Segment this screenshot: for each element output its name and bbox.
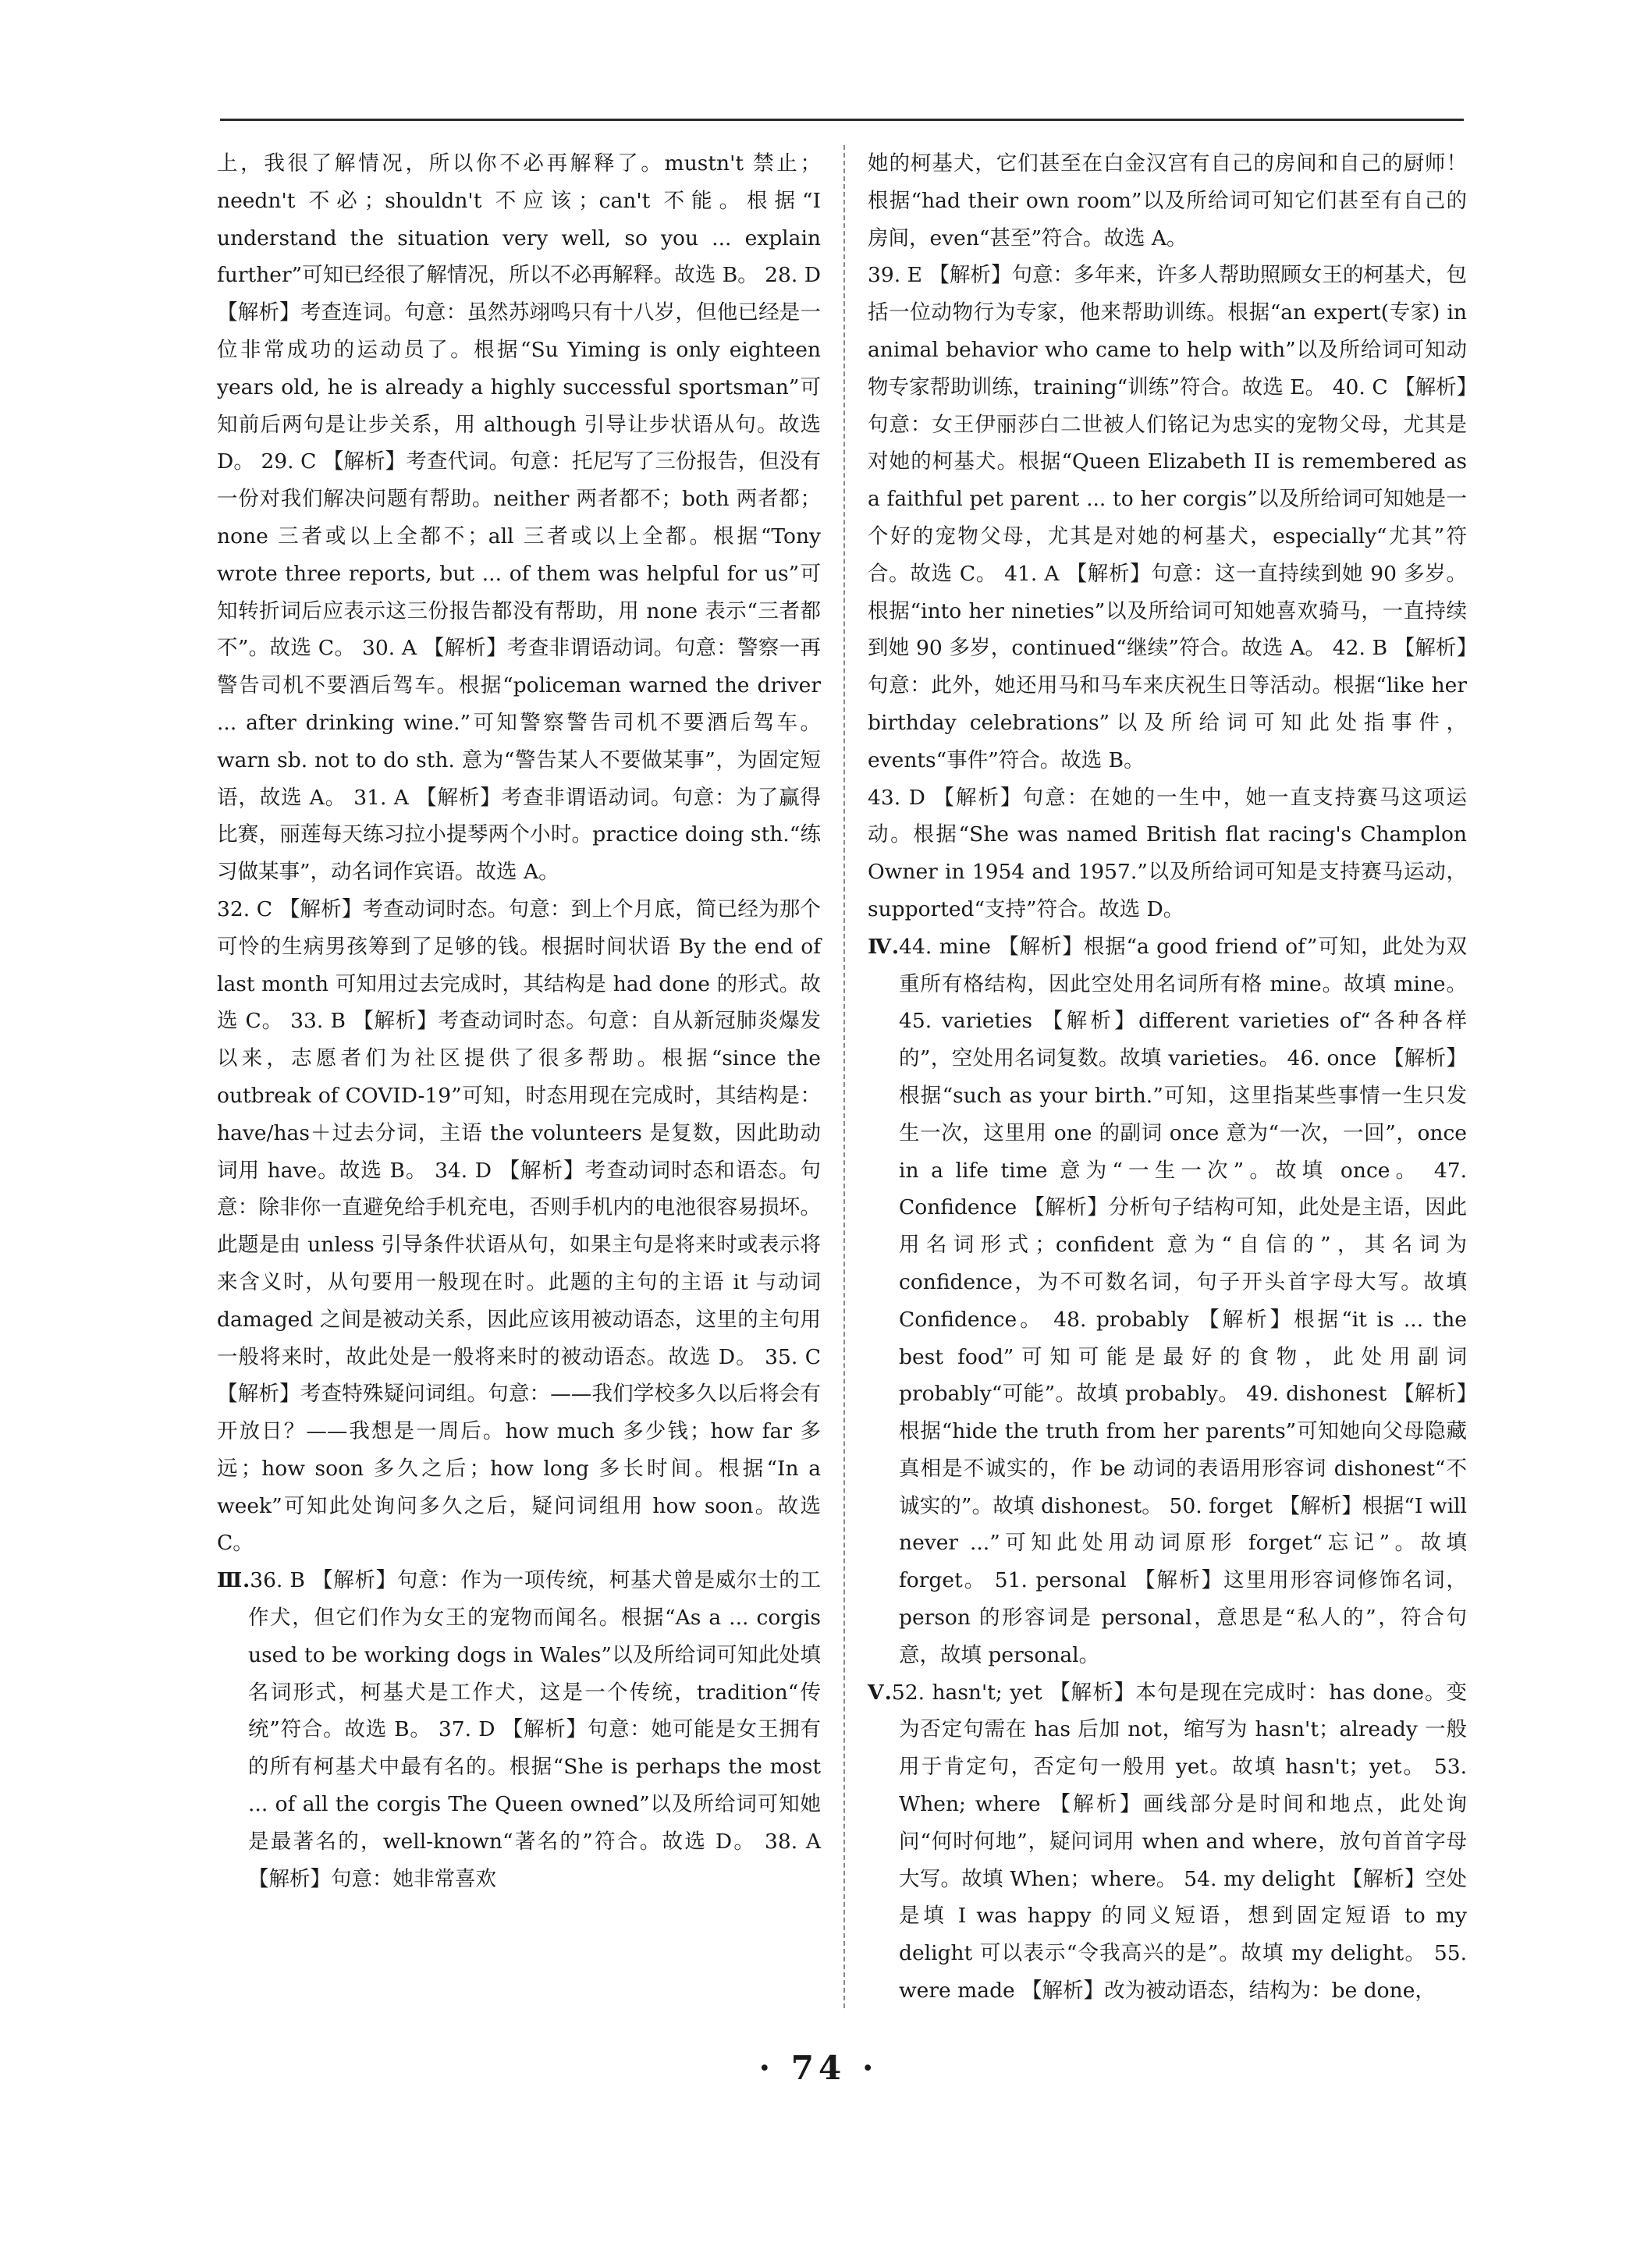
column-divider — [843, 145, 846, 2008]
paragraph: 32. C 【解析】考查动词时态。句意：到上个月底，简已经为那个可怜的生病男孩筹到了足够的钱。根据时间状语 By the end of last month 可知用过去完成时，其结构是 had done 的形式。故选 C。 33. B 【解析】考查动词时态。句意：自从新冠肺炎爆发以来，志愿者们为社区提供了很多帮助。根据“since the outbreak of COVID-19”可知，时态用现在完成时，其结构是：have/has＋过去分词，主语 the volunteers 是复数，因此助动词用 have。故选 B。 34. D 【解析】考查动词时态和语态。句意：除非你一直避免给手机充电，否则手机内的电池很容易损坏。此题是由 unless 引导条件状语从句，如果主句是将来时或表示将来含义时，从句要用一般现在时。此题的主句的主语 it 与动词 damaged 之间是被动关系，因此应该用被动语态，这里的主句用一般将来时，故此处是一般将来时的被动语态。故选 D。 35. C 【解析】考查特殊疑问词组。句意：——我们学校多久以后将会有开放日？——我想是一周后。how much 多少钱；how far 多远；how soon 多久之后；how long 多长时间。根据“In a week”可知此处询问多久之后，疑问词组用 how soon。故选 C。 — [217, 896, 821, 1556]
section-iii — [217, 1562, 821, 1897]
section-label: Ⅳ. — [868, 934, 900, 959]
paragraph: 44. mine 【解析】根据“a good friend of”可知，此处为双重所有格结构，因此空处用名词所有格 mine。故填 mine。 45. varieties 【解析】different varieties of“各种各样的”，空处用名词复数。故填 varieties。 46. once 【解析】根据“such as your birth.”可知，这里指某些事情一生只发生一次，这里用 one 的副词 once 意为“一次，一回”，once in a life time 意为“一生一次”。故填 once。 47. Confidence 【解析】分析句子结构可知，此处是主语，因此用名词形式；confident 意为“自信的”，其名词为 confidence，为不可数名词，句子开头首字母大写。故填 Confidence。 48. probably 【解析】根据“it is ... the best food”可知可能是最好的食物，此处用副词 probably“可能”。故填 probably。 49. dishonest 【解析】根据“hide the truth from her parents”可知她向父母隐藏真相是不诚实的，作 be 动词的表语用形容词 dishonest“不诚实的”。故填 dishonest。 50. forget 【解析】根据“I will never ...”可知此处用动词原形 forget“忘记”。故填 forget。 51. personal 【解析】这里用形容词修饰名词，person 的形容词是 personal，意思是“私人的”，符合句意，故填 personal。 — [899, 934, 1467, 1667]
paragraph: 36. B 【解析】句意：作为一项传统，柯基犬曾是威尔士的工作犬，但它们作为女王的宠物而闻名。根据“As a ... corgis used to be working dogs in Wales”以及所给词可知此处填名词形式，柯基犬是工作犬，这是一个传统，tradition“传统”符合。故选 B。 37. D 【解析】句意：她可能是女王拥有的所有柯基犬中最有名的。根据“She is perhaps the most ... of all the corgis The Queen owned”以及所给词可知她是最著名的，well-known“著名的”符合。故选 D。 38. A 【解析】句意：她非常喜欢 — [248, 1568, 822, 1891]
paragraph: 她的柯基犬，它们甚至在白金汉宫有自己的房间和自己的厨师！根据“had their own room”以及所给词可知它们甚至有自己的房间，even“甚至”符合。故选 A。 — [868, 151, 1467, 250]
paragraph: 上，我很了解情况，所以你不必再解释了。mustn't 禁止；needn't 不必；shouldn't 不应该；can't 不能。根据“I understand the situation very well, so you ... explain further”可知已经很了解情况，所以不必再解释。故选 B。 28. D 【解析】考查连词。句意：虽然苏翊鸣只有十八岁，但他已经是一位非常成功的运动员了。根据“Su Yiming is only eighteen years old, he is already a highly successful sportsman”可知前后两句是让步关系，用 although 引导让步状语从句。故选 D。 29. C 【解析】考查代词。句意：托尼写了三份报告，但没有一份对我们解决问题有帮助。neither 两者都不；both 两者都；none 三者或以上全都不；all 三者或以上全都。根据“Tony wrote three reports, but ... of them was helpful for us”可知转折词后应表示这三份报告都没有帮助，用 none 表示“三者都不”。故选 C。 30. A 【解析】考查非谓语动词。句意：警察一再警告司机不要酒后驾车。根据“policeman warned the driver ... after drinking wine.”可知警察警告司机不要酒后驾车。warn sb. not to do sth. 意为“警告某人不要做某事”，为固定短语，故选 A。 31. A 【解析】考查非谓语动词。句意：为了赢得比赛，丽莲每天练习拉小提琴两个小时。practice doing sth.“练习做某事”，动名词作宾语。故选 A。 — [217, 151, 821, 885]
page-number: · 74 · — [758, 2049, 879, 2087]
paragraph: 52. hasn't; yet 【解析】本句是现在完成时：has done。变为否定句需在 has 后加 not，缩写为 hasn't；already 一般用于肯定句，否定句一般用 yet。故填 hasn't；yet。 53. When; where 【解析】画线部分是时间和地点，此处询问“何时何地”，疑问词用 when and where，放句首首字母大写。故填 When；where。 54. my delight 【解析】空处是填 I was happy 的同义短语，想到固定短语 to my delight 可以表示“令我高兴的是”。故填 my delight。 55. were made 【解析】改为被动语态，结构为：be done， — [891, 1680, 1467, 2004]
section-label: Ⅲ. — [217, 1568, 250, 1593]
top-rule — [220, 119, 1464, 121]
paragraph: 39. E 【解析】句意：多年来，许多人帮助照顾女王的柯基犬，包括一位动物行为专家，他来帮助训练。根据“an expert(专家) in animal behavior who came to help with”以及所给词可知动物专家帮助训练，training“训练”符合。故选 E。 40. C 【解析】句意：女王伊丽莎白二世被人们铭记为忠实的宠物父母，尤其是对她的柯基犬。根据“Queen Elizabeth II is remembered as a faithful pet parent ... to her corgis”以及所给词可知她是一个好的宠物父母，尤其是对她的柯基犬，especially“尤其”符合。故选 C。 41. A 【解析】句意：这一直持续到她 90 多岁。根据“into her nineties”以及所给词可知她喜欢骑马，一直持续到她 90 多岁，continued“继续”符合。故选 A。 42. B 【解析】句意：此外，她还用马和马车来庆祝生日等活动。根据“like her birthday celebrations”以及所给词可知此处指事件，events“事件”符合。故选 B。 — [868, 263, 1467, 772]
right-column — [868, 145, 1467, 2010]
section-label: Ⅴ. — [868, 1680, 892, 1705]
paragraph: 43. D 【解析】句意：在她的一生中，她一直支持赛马这项运动。根据“She was named British flat racing's Champlon Owner in 1954 and 1957.”以及所给词可知是支持赛马运动，supported“支持”符合。故选 D。 — [868, 785, 1467, 921]
left-column — [217, 145, 821, 1897]
section-iv — [868, 928, 1467, 1674]
section-v — [868, 1674, 1467, 2010]
